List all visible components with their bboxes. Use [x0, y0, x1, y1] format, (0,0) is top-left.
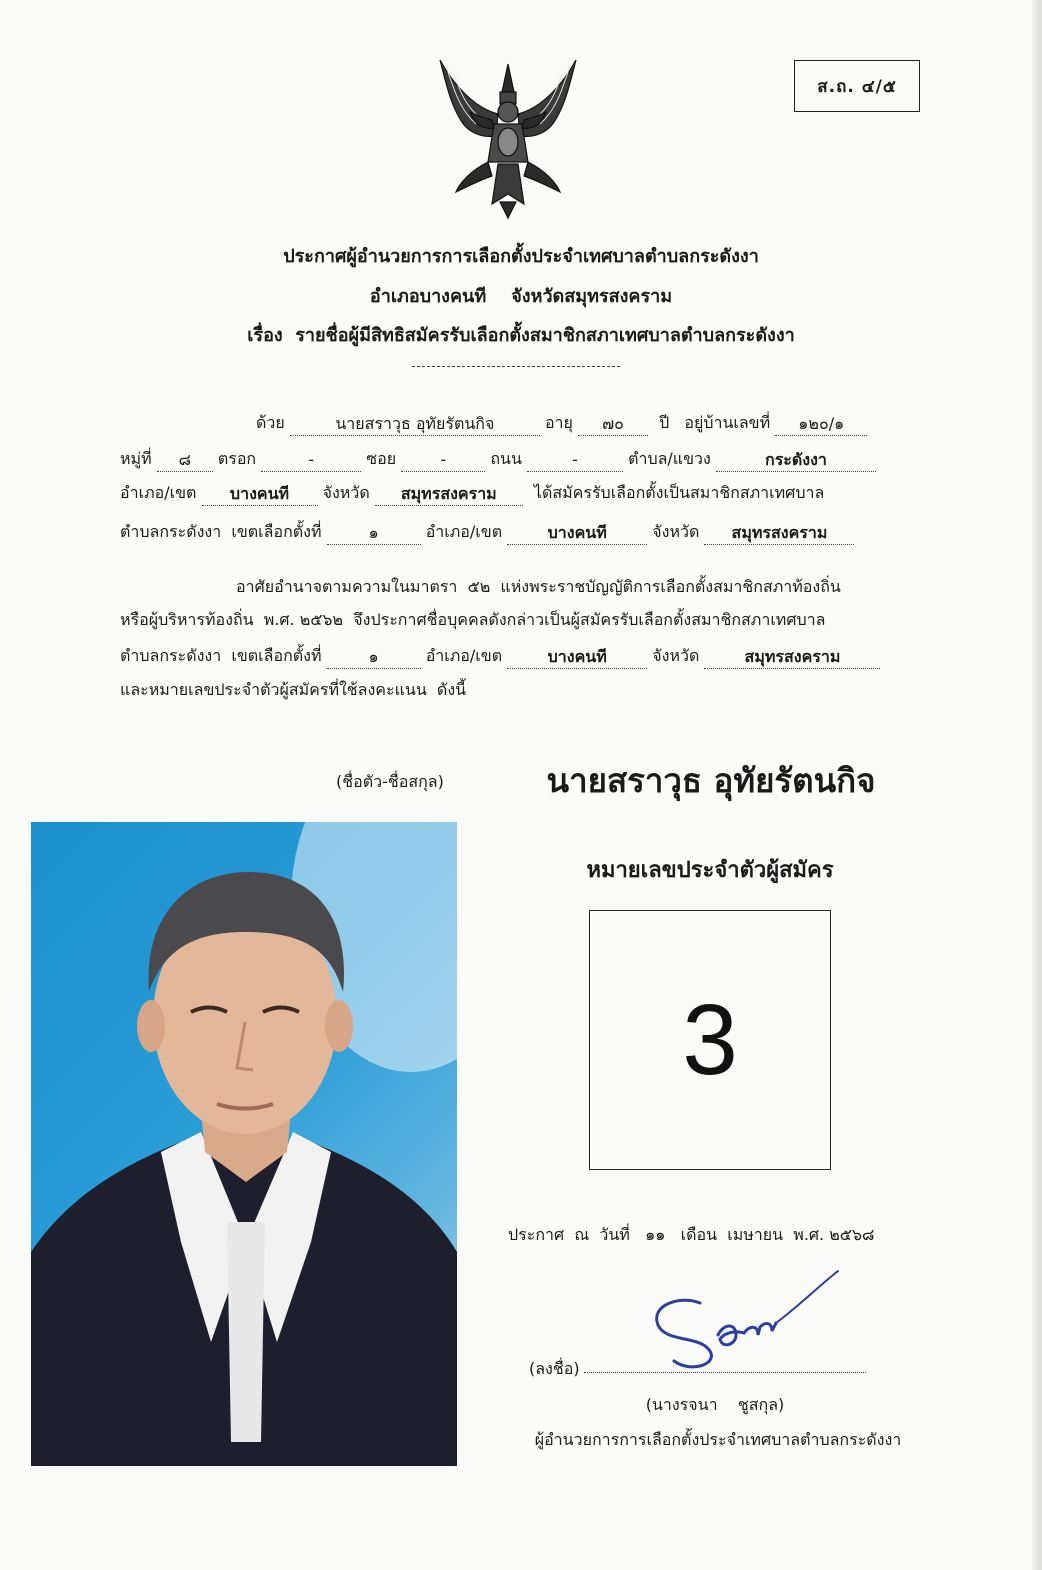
- announcement-text-4: และหมายเลขประจำตัวผู้สมัครที่ใช้ลงคะแนน ดังนี้: [120, 680, 467, 699]
- district-field: บางคนที: [202, 483, 318, 506]
- age-field: ๗๐: [578, 413, 648, 436]
- detail-line-1: [120, 410, 910, 436]
- age-label: อายุ: [544, 413, 573, 432]
- announcement-zone-field: ๑: [327, 646, 421, 669]
- province-field: สมุทรสงคราม: [375, 483, 523, 506]
- name-label: (ชื่อตัว-ชื่อสกุล): [336, 772, 444, 791]
- province2-field: สมุทรสงคราม: [704, 522, 854, 545]
- soi-field: -: [401, 449, 485, 472]
- detail-line-2: [120, 446, 910, 472]
- trok-label: ตรอก: [217, 449, 257, 468]
- district-label: อำเภอ/เขต: [120, 483, 197, 502]
- signature-line: [584, 1372, 866, 1373]
- announcement-province-field: สมุทรสงคราม: [704, 646, 880, 669]
- year-label: ปี: [659, 413, 670, 432]
- signer-title: ผู้อำนวยการการเลือกตั้งประจำเทศบาลตำบลกระดังงา: [534, 1430, 902, 1449]
- form-code-box: ส.ถ. ๔/๕: [794, 60, 920, 112]
- candidate-number-title: หมายเลขประจำตัวผู้สมัคร: [586, 858, 834, 883]
- province-label: จังหวัด: [322, 483, 370, 502]
- trok-field: -: [261, 449, 361, 472]
- by-label: ด้วย: [256, 413, 285, 432]
- road-label: ถนน: [490, 449, 522, 468]
- soi-label: ซอย: [366, 449, 397, 468]
- signer-name: (นางรจนา ชูสกุล): [645, 1395, 785, 1414]
- announcement-para-4: [120, 677, 910, 703]
- zone-field: ๑: [327, 522, 421, 545]
- announcement-para-3: [120, 643, 910, 669]
- subdistrict-label: ตำบล/แขวง: [628, 449, 711, 468]
- announcement-zone-label: ตำบลกระดังงา เขตเลือกตั้งที่: [120, 646, 322, 665]
- announcement-date: ประกาศ ณ วันที่ ๑๑ เดือน เมษายน พ.ศ. ๒๕๖๘: [508, 1225, 875, 1244]
- municipality-zone-label: ตำบลกระดังงา เขตเลือกตั้งที่: [120, 522, 322, 541]
- district2-label: อำเภอ/เขต: [425, 522, 503, 541]
- announcement-para-1: [120, 574, 910, 600]
- house-no-field: ๑๒๐/๑: [775, 413, 867, 436]
- moo-field: ๘: [157, 449, 213, 472]
- header-subject: เรื่อง รายชื่อผู้มีสิทธิสมัครรับเลือกตั้งสมาชิกสภาเทศบาลตำบลกระดังงา: [247, 325, 795, 346]
- announcement-text-2: หรือผู้บริหารท้องถิ่น พ.ศ. ๒๕๖๒ จึงประกาศชื่อบุคคลดังกล่าวเป็นผู้สมัครรับเลือกตั้งสมาชิกสภาเทศบาล: [120, 610, 826, 629]
- district2-field: บางคนที: [507, 522, 647, 545]
- candidate-full-name: นายสราวุธ อุทัยรัตนกิจ: [546, 761, 876, 800]
- candidate-name-field: นายสราวุธ อุทัยรัตนกิจ: [290, 413, 540, 436]
- subdistrict-field: กระดังงา: [716, 449, 876, 472]
- candidate-photo: [31, 822, 457, 1466]
- moo-label: หมู่ที่: [120, 449, 152, 468]
- sign-label: (ลงชื่อ): [529, 1359, 580, 1378]
- handwritten-signature-icon: [640, 1265, 850, 1375]
- header-line-1: ประกาศผู้อำนวยการการเลือกตั้งประจำเทศบาลตำบลกระดังงา: [283, 246, 759, 267]
- candidate-number-box: 3: [589, 910, 831, 1170]
- header-line-2: อำเภอบางคนที จังหวัดสมุทรสงคราม: [369, 286, 673, 307]
- dashed-separator: [412, 366, 620, 367]
- announcement-para-2: [120, 607, 910, 633]
- announcement-district-field: บางคนที: [507, 646, 647, 669]
- province2-label: จังหวัด: [652, 522, 700, 541]
- announcement-text-1: อาศัยอำนาจตามความในมาตรา ๕๒ แห่งพระราชบัญญัติการเลือกตั้งสมาชิกสภาท้องถิ่น: [236, 577, 841, 596]
- house-label: อยู่บ้านเลขที่: [684, 413, 771, 432]
- detail-line-3: [120, 480, 910, 506]
- announcement-province-label: จังหวัด: [652, 646, 700, 665]
- candidate-portrait-icon: [31, 822, 457, 1466]
- road-field: -: [527, 449, 623, 472]
- announcement-district-label: อำเภอ/เขต: [425, 646, 503, 665]
- detail-line-4: [120, 519, 910, 545]
- garuda-emblem-icon: [432, 52, 584, 220]
- applied-text: ได้สมัครรับเลือกตั้งเป็นสมาชิกสภาเทศบาล: [533, 483, 825, 502]
- paper-edge: [1032, 0, 1042, 1570]
